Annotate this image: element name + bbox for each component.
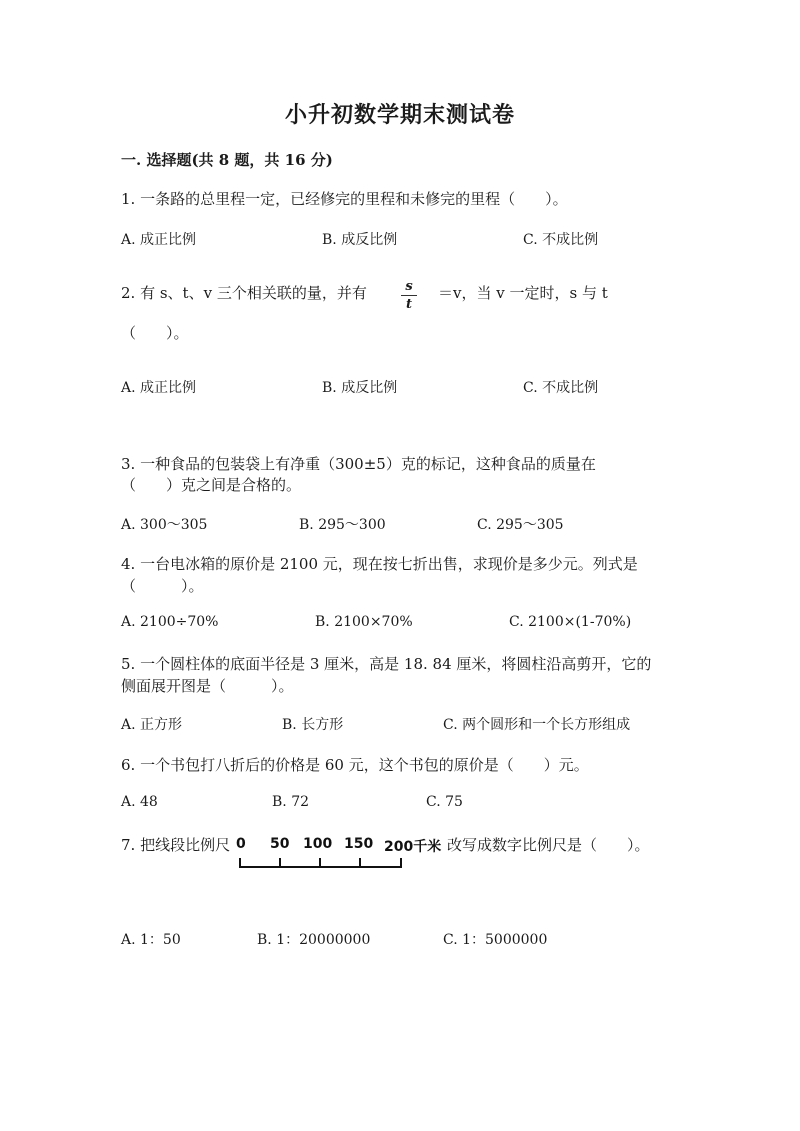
- page-title: 小升初数学期末测试卷: [284, 102, 515, 128]
- q5-option-a[interactable]: A. 正方形: [121, 717, 183, 733]
- question-5-text: 5. 一个圆柱体的底面半径是 3 厘米，高是 18. 84 厘米，将圆柱沿高剪开，它的: [121, 655, 652, 673]
- question-3-text: 3. 一种食品的包装袋上有净重（300±5）克的标记，这种食品的质量在: [121, 455, 596, 473]
- q2-option-c[interactable]: C. 不成比例: [523, 380, 599, 396]
- q7-option-b[interactable]: B. 1：20000000: [257, 932, 371, 948]
- q6-option-a[interactable]: A. 48: [121, 794, 158, 810]
- q2-option-b[interactable]: B. 成反比例: [322, 380, 398, 396]
- q6-option-c[interactable]: C. 75: [426, 794, 463, 810]
- question-1-text: 1. 一条路的总里程一定，已经修完的里程和未修完的里程（ ）。: [121, 190, 568, 208]
- question-4-text: 4. 一台电冰箱的原价是 2100 元，现在按七折出售，求现价是多少元。列式是: [121, 555, 638, 573]
- q1-option-a[interactable]: A. 成正比例: [121, 232, 197, 248]
- fraction-s-over-t: [401, 280, 417, 311]
- line-scale-figure: [232, 836, 448, 876]
- scale-label-200km: 200千米: [384, 839, 442, 855]
- scale-label-50: 50: [270, 836, 290, 852]
- q3-option-b[interactable]: B. 295～300: [299, 517, 386, 533]
- q4-option-c[interactable]: C. 2100×(1-70%): [509, 614, 632, 630]
- question-2-text-line2: （ ）。: [121, 324, 189, 342]
- scale-tick: [279, 858, 281, 867]
- q4-option-b[interactable]: B. 2100×70%: [315, 614, 413, 630]
- q1-option-b[interactable]: B. 成反比例: [322, 232, 398, 248]
- fraction-bar: [401, 295, 417, 296]
- scale-tick: [359, 858, 361, 867]
- q3-option-c[interactable]: C. 295～305: [477, 517, 564, 533]
- question-2-text-a: 2. 有 s、t、v 三个相关联的量，并有: [121, 284, 367, 302]
- fraction-denominator: t: [405, 297, 412, 312]
- question-6-text: 6. 一个书包打八折后的价格是 60 元，这个书包的原价是（ ）元。: [121, 756, 589, 774]
- scale-label-100: 100: [303, 836, 333, 852]
- question-7-text-a: 7. 把线段比例尺: [121, 836, 231, 854]
- scale-label-150: 150: [344, 836, 374, 852]
- q2-option-a[interactable]: A. 成正比例: [121, 380, 197, 396]
- q3-option-a[interactable]: A. 300～305: [121, 517, 208, 533]
- scale-label-0: 0: [236, 836, 246, 852]
- question-3-text-line2: （ ）克之间是合格的。: [121, 476, 302, 494]
- question-2-text-b: ＝v，当 v 一定时，s 与 t: [438, 284, 608, 302]
- question-5-text-line2: 侧面展开图是（ ）。: [121, 677, 294, 695]
- q4-option-a[interactable]: A. 2100÷70%: [121, 614, 219, 630]
- section-heading: 一. 选择题(共 8 题，共 16 分): [121, 151, 333, 169]
- scale-tick: [400, 858, 402, 867]
- q7-option-a[interactable]: A. 1：50: [121, 932, 181, 948]
- scale-tick: [239, 858, 241, 867]
- q7-option-c[interactable]: C. 1：5000000: [443, 932, 548, 948]
- q5-option-c[interactable]: C. 两个圆形和一个长方形组成: [443, 717, 631, 733]
- q1-option-c[interactable]: C. 不成比例: [523, 232, 599, 248]
- question-7-text-b: 改写成数字比例尺是（ ）。: [447, 836, 650, 854]
- q6-option-b[interactable]: B. 72: [272, 794, 310, 810]
- q5-option-b[interactable]: B. 长方形: [282, 717, 344, 733]
- scale-tick: [319, 858, 321, 867]
- fraction-numerator: s: [405, 279, 413, 294]
- question-4-text-line2: （ ）。: [121, 577, 204, 595]
